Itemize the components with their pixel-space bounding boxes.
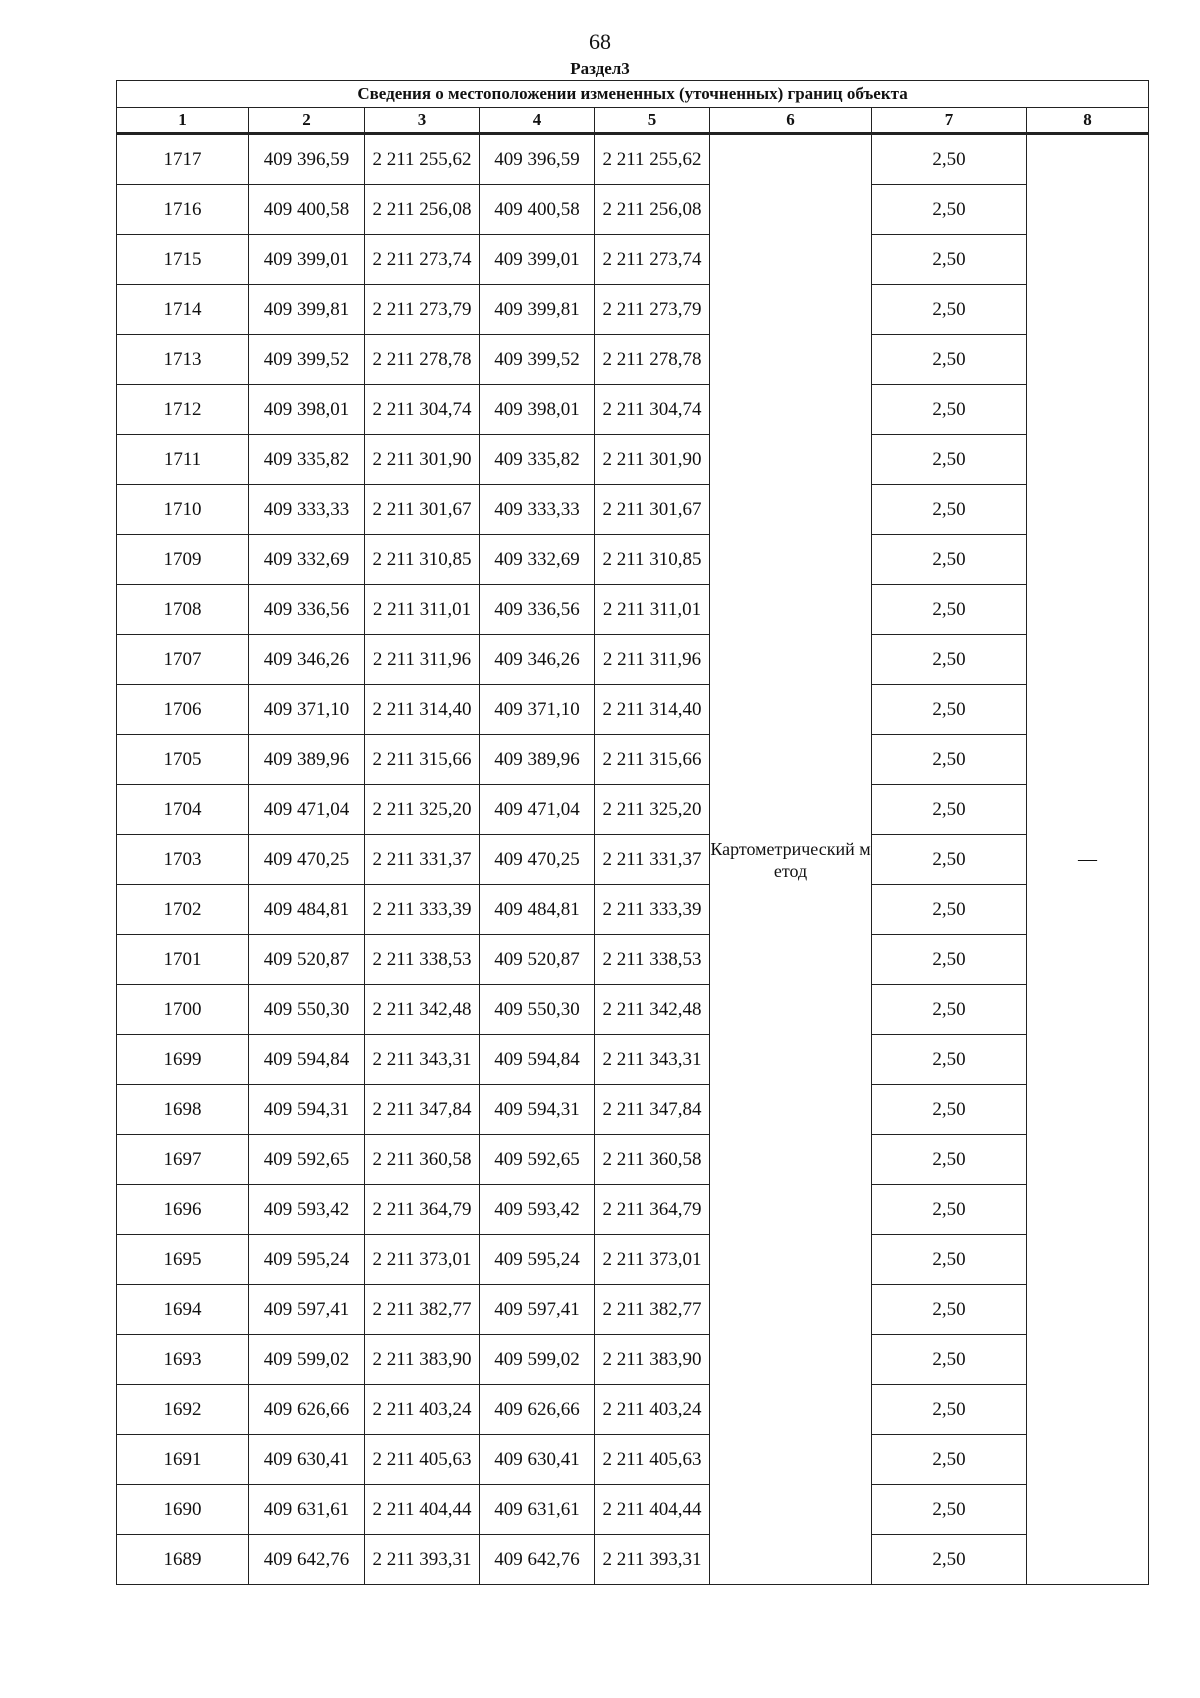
cell-accuracy: 2,50	[872, 535, 1027, 585]
cell-y-old: 2 211 360,58	[365, 1135, 480, 1185]
table-caption-row	[117, 81, 1149, 108]
cell-y-old: 2 211 405,63	[365, 1435, 480, 1485]
cell-accuracy: 2,50	[872, 635, 1027, 685]
cell-y-new: 2 211 343,31	[595, 1035, 710, 1085]
cell-x-old: 409 389,96	[249, 735, 365, 785]
cell-x-new: 409 520,87	[480, 935, 595, 985]
cell-point: 1692	[117, 1385, 249, 1435]
cell-accuracy: 2,50	[872, 235, 1027, 285]
cell-x-old: 409 332,69	[249, 535, 365, 585]
cell-y-old: 2 211 304,74	[365, 385, 480, 435]
table-row	[117, 485, 1149, 535]
table-row	[117, 1485, 1149, 1535]
cell-x-old: 409 594,84	[249, 1035, 365, 1085]
table-row	[117, 235, 1149, 285]
cell-y-old: 2 211 373,01	[365, 1235, 480, 1285]
cell-point: 1694	[117, 1285, 249, 1335]
cell-accuracy: 2,50	[872, 985, 1027, 1035]
cell-x-new: 409 399,81	[480, 285, 595, 335]
cell-point: 1703	[117, 835, 249, 885]
column-number: 6	[710, 108, 872, 134]
cell-point: 1696	[117, 1185, 249, 1235]
column-number: 1	[117, 108, 249, 134]
table-row	[117, 1385, 1149, 1435]
cell-x-new: 409 594,31	[480, 1085, 595, 1135]
cell-x-new: 409 594,84	[480, 1035, 595, 1085]
cell-accuracy: 2,50	[872, 1135, 1027, 1185]
cell-x-new: 409 595,24	[480, 1235, 595, 1285]
cell-x-new: 409 371,10	[480, 685, 595, 735]
cell-point: 1699	[117, 1035, 249, 1085]
cell-y-old: 2 211 338,53	[365, 935, 480, 985]
cell-accuracy: 2,50	[872, 885, 1027, 935]
table-row	[117, 335, 1149, 385]
cell-x-old: 409 520,87	[249, 935, 365, 985]
cell-point: 1706	[117, 685, 249, 735]
cell-y-old: 2 211 404,44	[365, 1485, 480, 1535]
table-row	[117, 985, 1149, 1035]
cell-y-old: 2 211 393,31	[365, 1535, 480, 1585]
cell-y-new: 2 211 404,44	[595, 1485, 710, 1535]
cell-point: 1690	[117, 1485, 249, 1535]
cell-y-old: 2 211 311,96	[365, 635, 480, 685]
table-row	[117, 585, 1149, 635]
cell-y-new: 2 211 382,77	[595, 1285, 710, 1335]
column-number: 3	[365, 108, 480, 134]
cell-method: Картометрический метод	[710, 134, 872, 1585]
cell-accuracy: 2,50	[872, 385, 1027, 435]
cell-point: 1716	[117, 185, 249, 235]
cell-accuracy: 2,50	[872, 1335, 1027, 1385]
cell-y-old: 2 211 278,78	[365, 335, 480, 385]
cell-x-new: 409 399,01	[480, 235, 595, 285]
cell-y-new: 2 211 383,90	[595, 1335, 710, 1385]
cell-y-old: 2 211 403,24	[365, 1385, 480, 1435]
cell-y-new: 2 211 364,79	[595, 1185, 710, 1235]
table-row	[117, 535, 1149, 585]
column-number: 7	[872, 108, 1027, 134]
cell-y-new: 2 211 315,66	[595, 735, 710, 785]
boundary-coordinates-table	[116, 80, 1149, 1585]
table-row	[117, 835, 1149, 885]
cell-x-old: 409 346,26	[249, 635, 365, 685]
cell-x-new: 409 597,41	[480, 1285, 595, 1335]
cell-x-old: 409 631,61	[249, 1485, 365, 1535]
cell-x-new: 409 346,26	[480, 635, 595, 685]
cell-accuracy: 2,50	[872, 1235, 1027, 1285]
table-row	[117, 134, 1149, 185]
cell-accuracy: 2,50	[872, 1085, 1027, 1135]
cell-y-old: 2 211 342,48	[365, 985, 480, 1035]
cell-accuracy: 2,50	[872, 685, 1027, 735]
table-row	[117, 885, 1149, 935]
table-row	[117, 935, 1149, 985]
table-row	[117, 785, 1149, 835]
cell-x-new: 409 470,25	[480, 835, 595, 885]
cell-x-new: 409 642,76	[480, 1535, 595, 1585]
column-number: 4	[480, 108, 595, 134]
cell-x-old: 409 484,81	[249, 885, 365, 935]
cell-accuracy: 2,50	[872, 1435, 1027, 1485]
cell-accuracy: 2,50	[872, 335, 1027, 385]
cell-point: 1713	[117, 335, 249, 385]
cell-y-old: 2 211 311,01	[365, 585, 480, 635]
cell-y-new: 2 211 310,85	[595, 535, 710, 585]
cell-point: 1691	[117, 1435, 249, 1485]
cell-y-old: 2 211 331,37	[365, 835, 480, 885]
table-row	[117, 1185, 1149, 1235]
cell-point: 1707	[117, 635, 249, 685]
cell-x-old: 409 400,58	[249, 185, 365, 235]
cell-x-new: 409 400,58	[480, 185, 595, 235]
cell-x-new: 409 398,01	[480, 385, 595, 435]
cell-y-new: 2 211 347,84	[595, 1085, 710, 1135]
table-row	[117, 735, 1149, 785]
cell-point: 1695	[117, 1235, 249, 1285]
cell-y-old: 2 211 301,67	[365, 485, 480, 535]
cell-x-old: 409 630,41	[249, 1435, 365, 1485]
cell-y-old: 2 211 383,90	[365, 1335, 480, 1385]
cell-x-old: 409 336,56	[249, 585, 365, 635]
cell-y-old: 2 211 364,79	[365, 1185, 480, 1235]
cell-point: 1712	[117, 385, 249, 435]
cell-y-new: 2 211 338,53	[595, 935, 710, 985]
table-row	[117, 635, 1149, 685]
cell-x-new: 409 332,69	[480, 535, 595, 585]
cell-point: 1700	[117, 985, 249, 1035]
cell-x-old: 409 398,01	[249, 385, 365, 435]
cell-accuracy: 2,50	[872, 1385, 1027, 1435]
cell-x-new: 409 592,65	[480, 1135, 595, 1185]
table-row	[117, 435, 1149, 485]
column-number: 5	[595, 108, 710, 134]
cell-x-new: 409 631,61	[480, 1485, 595, 1535]
cell-y-new: 2 211 314,40	[595, 685, 710, 735]
cell-y-new: 2 211 331,37	[595, 835, 710, 885]
cell-x-new: 409 335,82	[480, 435, 595, 485]
cell-point: 1715	[117, 235, 249, 285]
table-row	[117, 1535, 1149, 1585]
cell-x-old: 409 470,25	[249, 835, 365, 885]
cell-accuracy: 2,50	[872, 134, 1027, 185]
cell-accuracy: 2,50	[872, 185, 1027, 235]
cell-point: 1711	[117, 435, 249, 485]
table-row	[117, 1235, 1149, 1285]
cell-x-new: 409 389,96	[480, 735, 595, 785]
cell-point: 1689	[117, 1535, 249, 1585]
cell-y-new: 2 211 273,74	[595, 235, 710, 285]
cell-y-old: 2 211 310,85	[365, 535, 480, 585]
cell-y-new: 2 211 360,58	[595, 1135, 710, 1185]
cell-y-new: 2 211 273,79	[595, 285, 710, 335]
cell-x-new: 409 630,41	[480, 1435, 595, 1485]
cell-x-old: 409 396,59	[249, 134, 365, 185]
cell-accuracy: 2,50	[872, 785, 1027, 835]
table-row	[117, 685, 1149, 735]
table-row	[117, 1135, 1149, 1185]
cell-y-old: 2 211 273,74	[365, 235, 480, 285]
cell-x-old: 409 594,31	[249, 1085, 365, 1135]
cell-x-new: 409 471,04	[480, 785, 595, 835]
cell-point: 1701	[117, 935, 249, 985]
cell-accuracy: 2,50	[872, 585, 1027, 635]
column-number-row	[117, 108, 1149, 134]
cell-y-old: 2 211 333,39	[365, 885, 480, 935]
cell-y-new: 2 211 333,39	[595, 885, 710, 935]
cell-accuracy: 2,50	[872, 1535, 1027, 1585]
cell-accuracy: 2,50	[872, 1185, 1027, 1235]
cell-x-old: 409 550,30	[249, 985, 365, 1035]
cell-point: 1710	[117, 485, 249, 535]
cell-x-old: 409 626,66	[249, 1385, 365, 1435]
cell-x-new: 409 484,81	[480, 885, 595, 935]
cell-x-new: 409 626,66	[480, 1385, 595, 1435]
section-label: Раздел3	[570, 59, 630, 78]
cell-x-old: 409 592,65	[249, 1135, 365, 1185]
cell-x-new: 409 593,42	[480, 1185, 595, 1235]
cell-accuracy: 2,50	[872, 735, 1027, 785]
cell-accuracy: 2,50	[872, 1285, 1027, 1335]
cell-y-new: 2 211 301,67	[595, 485, 710, 535]
cell-y-old: 2 211 273,79	[365, 285, 480, 335]
cell-y-old: 2 211 343,31	[365, 1035, 480, 1085]
cell-y-old: 2 211 255,62	[365, 134, 480, 185]
cell-x-new: 409 399,52	[480, 335, 595, 385]
cell-x-old: 409 599,02	[249, 1335, 365, 1385]
cell-x-old: 409 642,76	[249, 1535, 365, 1585]
table-caption: Сведения о местоположении измененных (уточненных) границ объекта	[117, 81, 1149, 108]
column-number: 8	[1027, 108, 1149, 134]
cell-x-old: 409 371,10	[249, 685, 365, 735]
cell-y-new: 2 211 403,24	[595, 1385, 710, 1435]
cell-y-new: 2 211 325,20	[595, 785, 710, 835]
cell-accuracy: 2,50	[872, 485, 1027, 535]
cell-point: 1705	[117, 735, 249, 785]
table-row	[117, 1035, 1149, 1085]
cell-y-old: 2 211 325,20	[365, 785, 480, 835]
cell-x-old: 409 595,24	[249, 1235, 365, 1285]
cell-point: 1698	[117, 1085, 249, 1135]
cell-accuracy: 2,50	[872, 1485, 1027, 1535]
cell-y-new: 2 211 311,01	[595, 585, 710, 635]
cell-x-old: 409 597,41	[249, 1285, 365, 1335]
cell-point: 1702	[117, 885, 249, 935]
cell-point: 1693	[117, 1335, 249, 1385]
cell-y-old: 2 211 347,84	[365, 1085, 480, 1135]
cell-y-old: 2 211 314,40	[365, 685, 480, 735]
cell-y-new: 2 211 255,62	[595, 134, 710, 185]
cell-x-old: 409 399,52	[249, 335, 365, 385]
cell-x-new: 409 336,56	[480, 585, 595, 635]
cell-point: 1704	[117, 785, 249, 835]
cell-accuracy: 2,50	[872, 285, 1027, 335]
cell-x-old: 409 471,04	[249, 785, 365, 835]
cell-y-new: 2 211 256,08	[595, 185, 710, 235]
cell-x-old: 409 399,01	[249, 235, 365, 285]
table-row	[117, 285, 1149, 335]
cell-accuracy: 2,50	[872, 435, 1027, 485]
table-row	[117, 1085, 1149, 1135]
cell-x-old: 409 335,82	[249, 435, 365, 485]
cell-y-new: 2 211 278,78	[595, 335, 710, 385]
cell-y-new: 2 211 373,01	[595, 1235, 710, 1285]
cell-y-new: 2 211 304,74	[595, 385, 710, 435]
cell-point: 1709	[117, 535, 249, 585]
cell-point: 1708	[117, 585, 249, 635]
cell-point: 1717	[117, 134, 249, 185]
cell-y-old: 2 211 256,08	[365, 185, 480, 235]
cell-y-new: 2 211 301,90	[595, 435, 710, 485]
cell-x-new: 409 396,59	[480, 134, 595, 185]
cell-y-old: 2 211 382,77	[365, 1285, 480, 1335]
cell-y-new: 2 211 405,63	[595, 1435, 710, 1485]
table-row	[117, 385, 1149, 435]
table-row	[117, 1335, 1149, 1385]
cell-y-new: 2 211 311,96	[595, 635, 710, 685]
cell-x-old: 409 593,42	[249, 1185, 365, 1235]
table-row	[117, 185, 1149, 235]
cell-point: 1697	[117, 1135, 249, 1185]
table-body	[117, 134, 1149, 1585]
table-row	[117, 1435, 1149, 1485]
cell-x-old: 409 399,81	[249, 285, 365, 335]
cell-x-new: 409 333,33	[480, 485, 595, 535]
cell-accuracy: 2,50	[872, 935, 1027, 985]
column-number: 2	[249, 108, 365, 134]
cell-y-new: 2 211 393,31	[595, 1535, 710, 1585]
cell-note: —	[1027, 134, 1149, 1585]
cell-x-old: 409 333,33	[249, 485, 365, 535]
cell-y-new: 2 211 342,48	[595, 985, 710, 1035]
cell-x-new: 409 599,02	[480, 1335, 595, 1385]
cell-point: 1714	[117, 285, 249, 335]
cell-accuracy: 2,50	[872, 835, 1027, 885]
cell-y-old: 2 211 301,90	[365, 435, 480, 485]
cell-x-new: 409 550,30	[480, 985, 595, 1035]
cell-y-old: 2 211 315,66	[365, 735, 480, 785]
table-row	[117, 1285, 1149, 1335]
cell-accuracy: 2,50	[872, 1035, 1027, 1085]
page-number: 68	[589, 29, 611, 54]
